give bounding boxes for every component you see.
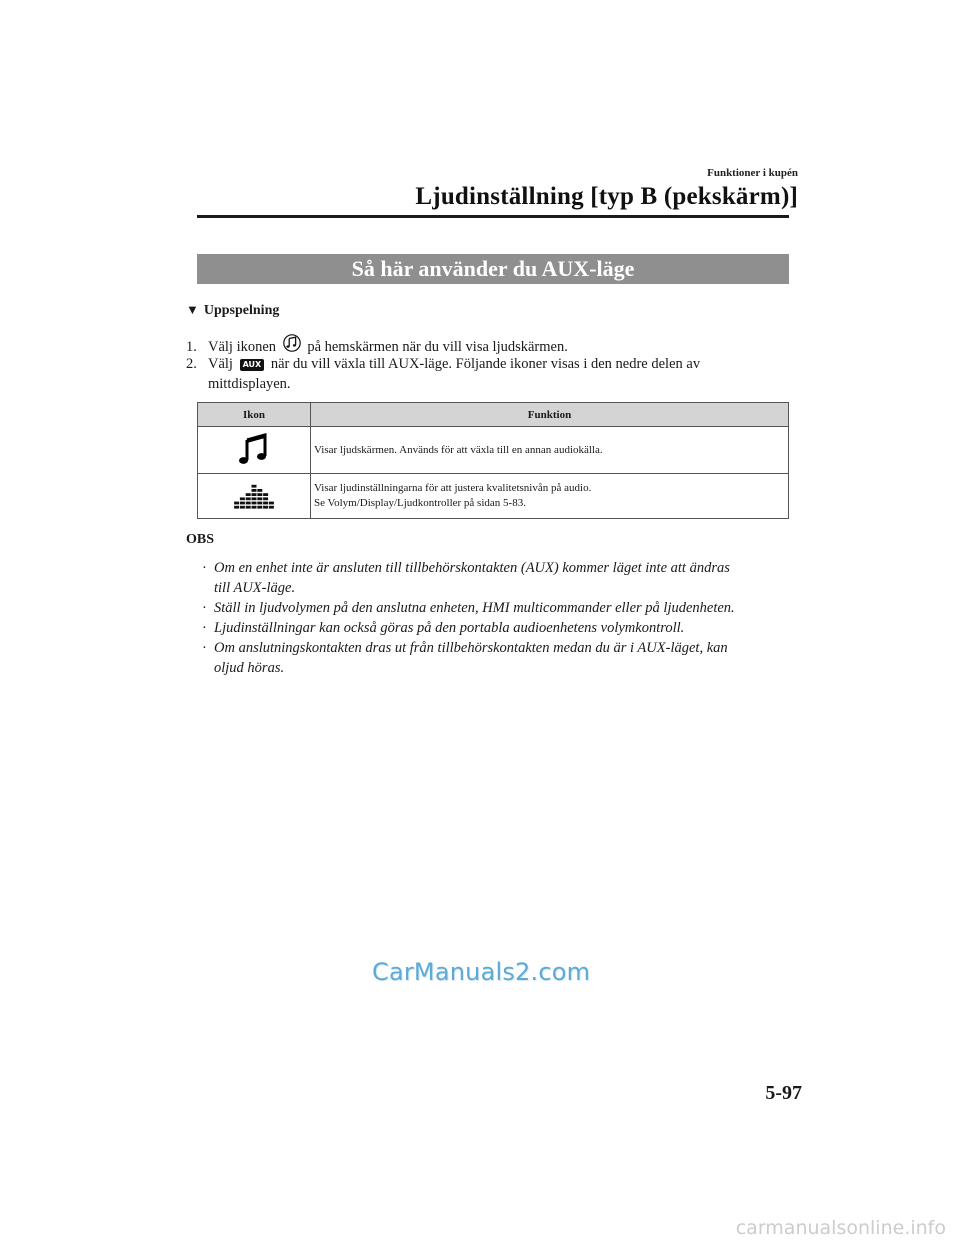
- step-text-before: Välj ikonen: [208, 339, 277, 355]
- chapter-title: Ljudinställning [typ B (pekskärm)]: [415, 183, 798, 210]
- page-number: 5-97: [765, 1082, 802, 1104]
- step-number: 2.: [186, 356, 197, 372]
- obs-line: till AUX-läge.: [214, 580, 296, 596]
- obs-line: Ljudinställningar kan också göras på den portabla audioenhetens volymkontroll.: [214, 620, 685, 636]
- step-text-after: på hemskärmen när du vill visa ljudskärmen.: [307, 339, 568, 355]
- table-header-icon: Ikon: [198, 403, 311, 427]
- list-item: [198, 558, 798, 598]
- obs-line: Ställ in ljudvolymen på den anslutna enheten, HMI multicommander eller på ljudenheten.: [214, 600, 735, 616]
- watermark-logo: CarManuals2.com: [372, 958, 591, 986]
- obs-line: Om anslutningskontakten dras ut från tillbehörskontakten medan du är i AUX-läget, kan: [214, 640, 728, 656]
- bullet-icon: ·: [202, 620, 207, 636]
- step-2-continuation: mittdisplayen.: [208, 376, 291, 392]
- bullet-icon: ·: [202, 560, 207, 576]
- bullet-icon: ·: [202, 640, 207, 656]
- header-rule: [197, 215, 789, 218]
- footer-watermark: carmanualsonline.info: [735, 1217, 946, 1239]
- function-text: Visar ljudskärmen. Används för att växla till en annan audiokälla.: [314, 444, 603, 456]
- equalizer-icon: [234, 502, 274, 514]
- aux-icon-label: AUX: [242, 360, 262, 369]
- list-item: [198, 618, 798, 638]
- list-item: [198, 598, 798, 618]
- function-text: Se Volym/Display/Ljudkontroller på sidan 5-83.: [314, 497, 526, 509]
- header-kicker: Funktioner i kupén: [707, 167, 798, 179]
- step-2: [186, 354, 786, 374]
- step-number: 1.: [186, 339, 197, 355]
- subsection-heading: [186, 302, 279, 319]
- obs-line: oljud höras.: [214, 660, 285, 676]
- table-row: [198, 474, 789, 519]
- icons-table: [197, 402, 789, 519]
- table-header-row: [198, 403, 789, 427]
- step-text-before: Välj: [208, 356, 233, 372]
- subsection-title: Uppspelning: [203, 303, 280, 318]
- function-text: Visar ljudinställningarna för att justera kvalitetsnivån på audio.: [314, 482, 592, 494]
- bullet-icon: ·: [202, 600, 207, 616]
- obs-list: [198, 558, 798, 678]
- section-title: Så här använder du AUX-läge: [197, 254, 789, 284]
- music-note-icon: [237, 457, 271, 469]
- table-header-function: Funktion: [311, 403, 789, 427]
- obs-title: OBS: [186, 532, 215, 547]
- obs-line: Om en enhet inte är ansluten till tillbehörskontakten (AUX) kommer läget inte att ändras: [214, 560, 730, 576]
- table-row: [198, 427, 789, 474]
- aux-icon: [240, 359, 265, 371]
- triangle-down-icon: ▼: [186, 302, 199, 317]
- list-item: [198, 638, 798, 678]
- step-text-after: när du vill växla till AUX-läge. Följande ikoner visas i den nedre delen av: [270, 356, 701, 372]
